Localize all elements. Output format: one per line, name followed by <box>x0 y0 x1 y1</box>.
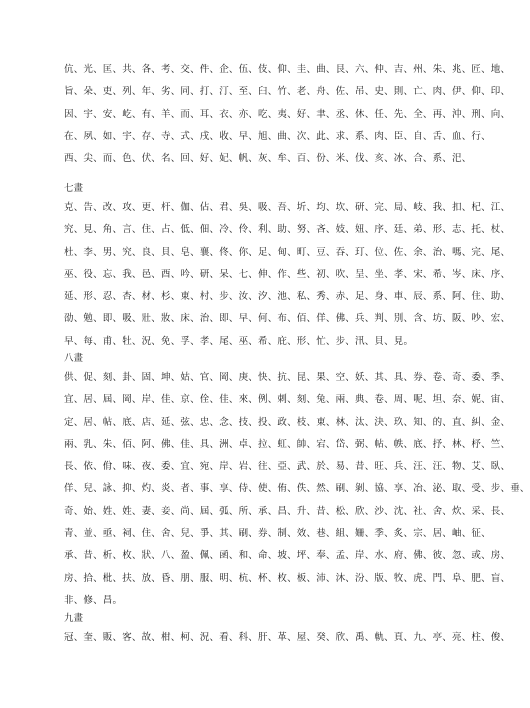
char-list-line: 因、宇、安、屹、有、羊、而、耳、衣、亦、吃、夷、好、聿、丞、休、任、先、全、再、沖、刑、向、 <box>64 108 511 120</box>
char-list-line: 早、每、甫、牡、況、免、孚、孝、尾、巫、希、庇、形、忙、步、汛、貝、見。 <box>64 335 414 347</box>
char-list-line: 旨、朵、吏、列、年、劣、同、打、汀、至、臼、竹、老、舟、佐、吊、史、則、亡、肉、伊、仰、印、 <box>64 86 511 98</box>
section-6-strokes <box>64 59 511 170</box>
char-list-line: 巫、役、忘、我、邑、酉、吟、研、呆、七、伸、作、些、初、吹、呈、坐、孝、宋、希、岑、床、序、 <box>64 268 511 280</box>
section-9-strokes <box>64 613 511 649</box>
char-list-line: 兩、乳、朱、佰、阿、佛、佳、具、洲、卓、拉、虹、帥、宕、岱、弼、帖、帙、底、抒、林、杼、竺、 <box>64 438 511 450</box>
char-list-line: 房、拾、枇、扶、放、昏、朋、服、明、杭、杯、枚、板、沛、沐、汾、版、牧、虎、門、阜、肥、盲、 <box>64 572 511 584</box>
char-list-line: 伉、光、匡、共、各、考、交、件、企、伍、伎、仰、圭、曲、艮、六、仲、吉、州、朱、兆、匠、地、 <box>64 64 511 75</box>
char-list-line: 青、並、亟、祠、住、舍、兒、爭、其、刷、券、制、效、巷、組、姍、季、炙、宗、居、岫、征、 <box>64 528 491 540</box>
char-list-line: 延、形、忍、杏、材、杉、東、村、步、汝、汐、池、私、秀、赤、足、身、車、辰、系、阿、住、助、 <box>64 291 511 303</box>
char-list-line: 究、見、角、言、住、占、低、佃、冷、伶、利、助、努、吝、妓、妞、序、廷、弟、形、志、托、杖、 <box>64 224 511 236</box>
char-list-line: 奇、始、姓、姓、妻、妾、尚、屆、弧、所、承、昌、升、昔、松、欣、沙、沈、社、舍、炊、采、長、 <box>64 505 511 517</box>
section-7-strokes <box>64 183 511 353</box>
char-list-line: 杜、李、男、究、良、貝、皂、襄、佟、你、足、甸、町、豆、吞、玎、位、佐、余、治、嗎、完、尾、 <box>64 246 511 258</box>
section-heading: 八畫 <box>64 353 84 364</box>
char-list-line: 在、夙、如、宇、存、寺、式、戌、收、早、旭、曲、次、此、求、系、肉、臣、自、舌、血、行、 <box>64 130 491 142</box>
section-heading: 七畫 <box>64 183 84 194</box>
char-list-line: 西、尖、而、色、伏、名、回、好、妃、帆、灰、牟、百、份、米、伐、亥、冰、合、系、汜、 <box>64 153 472 165</box>
char-list-line: 克、告、改、攻、更、杆、伽、佔、君、吳、吸、吾、圻、均、坎、研、完、局、岐、我、扣、杞、江、 <box>64 202 511 213</box>
char-list-line: 供、促、刻、卦、固、坤、姑、官、岡、庚、快、抗、昆、果、空、妖、其、具、券、卷、奇、委、季、 <box>64 372 511 383</box>
char-list-line: 佯、兒、詠、抑、灼、炎、者、事、享、侍、使、侑、佚、然、刷、剝、協、享、冶、泌、取、受、步、垂、 <box>64 483 530 495</box>
char-list-line: 承、昔、析、枚、狀、八、盈、佩、函、和、命、坡、坪、奉、孟、岸、水、府、佛、彼、忽、或、房、 <box>64 550 511 562</box>
char-list-line: 劭、勉、即、吸、壯、妝、床、治、即、早、何、布、佰、佯、佛、兵、判、別、含、坊、阪、吵、宏、 <box>64 313 511 325</box>
section-8-strokes <box>64 353 530 612</box>
char-list-line: 定、居、帖、底、店、延、弦、忠、念、技、投、政、枝、東、林、汰、決、玖、知、的、直、糾、金、 <box>64 416 511 428</box>
char-list-line: 非、修、昌。 <box>64 594 123 606</box>
char-list-line: 宜、居、屆、岡、岸、佳、京、佺、佳、來、例、刺、刻、兔、兩、典、卷、周、呢、坦、奈、妮、宙、 <box>64 394 511 406</box>
char-list-line: 冠、奎、販、客、故、柑、柯、況、看、科、肝、革、屋、癸、欣、禹、軌、頁、九、亭、亮、柱、俊、 <box>64 632 511 643</box>
char-list-line: 長、依、佾、味、夜、委、宜、宛、岸、岩、往、亞、武、於、易、昔、旺、兵、汪、汪、物、艾、臥、 <box>64 461 511 473</box>
section-heading: 九畫 <box>64 613 84 624</box>
